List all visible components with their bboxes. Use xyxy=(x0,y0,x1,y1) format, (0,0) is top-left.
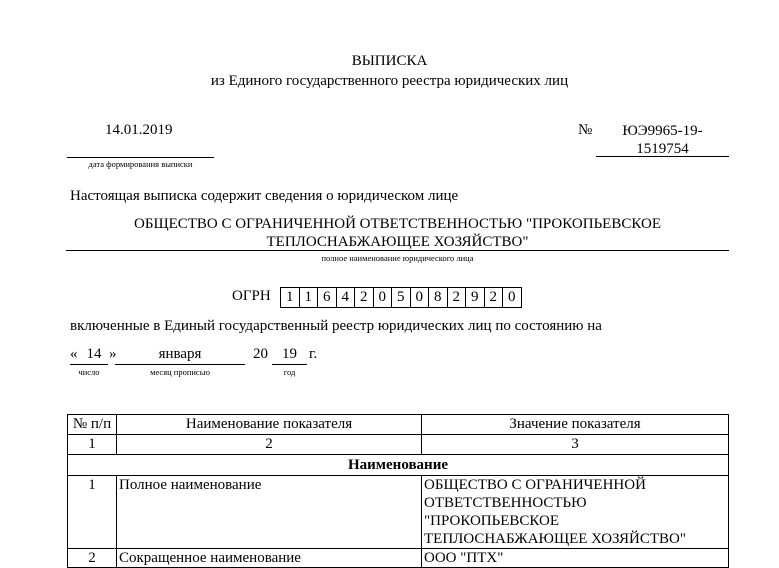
ogrn-digit: 2 xyxy=(354,287,374,308)
number-sign: № xyxy=(578,122,593,138)
year-underline xyxy=(272,364,307,365)
open-quote: « xyxy=(70,346,78,362)
value-line: ТЕПЛОСНАБЖАЮЩЕЕ ХОЗЯЙСТВО" xyxy=(424,531,686,547)
ogrn-digit: 2 xyxy=(447,287,467,308)
org-name-underline xyxy=(66,250,729,251)
year-caption: год xyxy=(283,367,296,377)
issue-date: 14.01.2019 xyxy=(105,122,173,138)
date-underline xyxy=(67,157,214,158)
state-date-text: включенные в Единый государственный реестр юридических лиц по состоянию на xyxy=(70,318,602,334)
document-subtitle: из Единого государственного реестра юридических лиц xyxy=(210,73,569,89)
ogrn-digit-boxes xyxy=(281,287,522,308)
state-month: января xyxy=(158,346,202,362)
ogrn-digit: 6 xyxy=(317,287,337,308)
state-year: 19 xyxy=(282,346,297,362)
index-cell: 3 xyxy=(422,435,729,455)
org-name-caption: полное наименование юридического лица xyxy=(321,253,474,263)
header-num: № п/п xyxy=(68,415,117,435)
org-name-line2: ТЕПЛОСНАБЖАЮЩЕЕ ХОЗЯЙСТВО" xyxy=(266,234,529,250)
row-indicator-name: Сокращенное наименование xyxy=(117,549,422,568)
ogrn-digit: 9 xyxy=(465,287,485,308)
table-row xyxy=(68,549,729,568)
ogrn-digit: 0 xyxy=(410,287,430,308)
ogrn-digit: 0 xyxy=(502,287,522,308)
number-underline xyxy=(596,156,729,157)
value-line: "ПРОКОПЬЕВСКОЕ xyxy=(424,513,560,529)
ogrn-digit: 1 xyxy=(299,287,319,308)
value-line: ОБЩЕСТВО С ОГРАНИЧЕННОЙ xyxy=(424,477,646,493)
section-title: Наименование xyxy=(68,455,729,476)
registry-table xyxy=(67,414,729,568)
row-indicator-name: Полное наименование xyxy=(117,476,422,549)
ogrn-digit: 0 xyxy=(373,287,393,308)
document-title: ВЫПИСКА xyxy=(351,53,428,69)
table-index-row xyxy=(68,435,729,455)
month-underline xyxy=(115,364,245,365)
row-num: 1 xyxy=(68,476,117,549)
table-header-row xyxy=(68,415,729,435)
value-line: ООО "ПТХ" xyxy=(424,550,504,566)
extract-number xyxy=(596,122,729,158)
month-caption: месяц прописью xyxy=(150,367,210,377)
ogrn-label: ОГРН xyxy=(232,288,271,304)
ogrn-digit: 2 xyxy=(484,287,504,308)
ogrn-digit: 5 xyxy=(391,287,411,308)
year-prefix: 20 xyxy=(253,346,268,362)
row-indicator-value xyxy=(422,549,729,568)
row-indicator-value xyxy=(422,476,729,549)
day-caption: число xyxy=(78,367,100,377)
date-caption: дата формирования выписки xyxy=(88,159,193,169)
value-line: ОТВЕТСТВЕННОСТЬЮ xyxy=(424,495,587,511)
organization-full-name xyxy=(66,215,729,251)
index-cell: 2 xyxy=(117,435,422,455)
intro-text: Настоящая выписка содержит сведения о юридическом лице xyxy=(70,188,459,204)
table-row xyxy=(68,476,729,549)
close-quote: » xyxy=(109,346,117,362)
state-day: 14 xyxy=(86,346,102,362)
ogrn-digit: 1 xyxy=(280,287,300,308)
extract-number-line1: ЮЭ9965-19- xyxy=(622,123,703,139)
ogrn-digit: 8 xyxy=(428,287,448,308)
table-section-row xyxy=(68,455,729,476)
day-underline xyxy=(70,364,108,365)
extract-number-line2: 1519754 xyxy=(636,141,689,157)
row-num: 2 xyxy=(68,549,117,568)
header-indicator-value: Значение показателя xyxy=(422,415,729,435)
index-cell: 1 xyxy=(68,435,117,455)
org-name-line1: ОБЩЕСТВО С ОГРАНИЧЕННОЙ ОТВЕТСТВЕННОСТЬЮ "ПРОКОПЬЕВСКОЕ xyxy=(134,216,661,232)
year-suffix: г. xyxy=(309,346,318,362)
ogrn-digit: 4 xyxy=(336,287,356,308)
header-indicator-name: Наименование показателя xyxy=(117,415,422,435)
